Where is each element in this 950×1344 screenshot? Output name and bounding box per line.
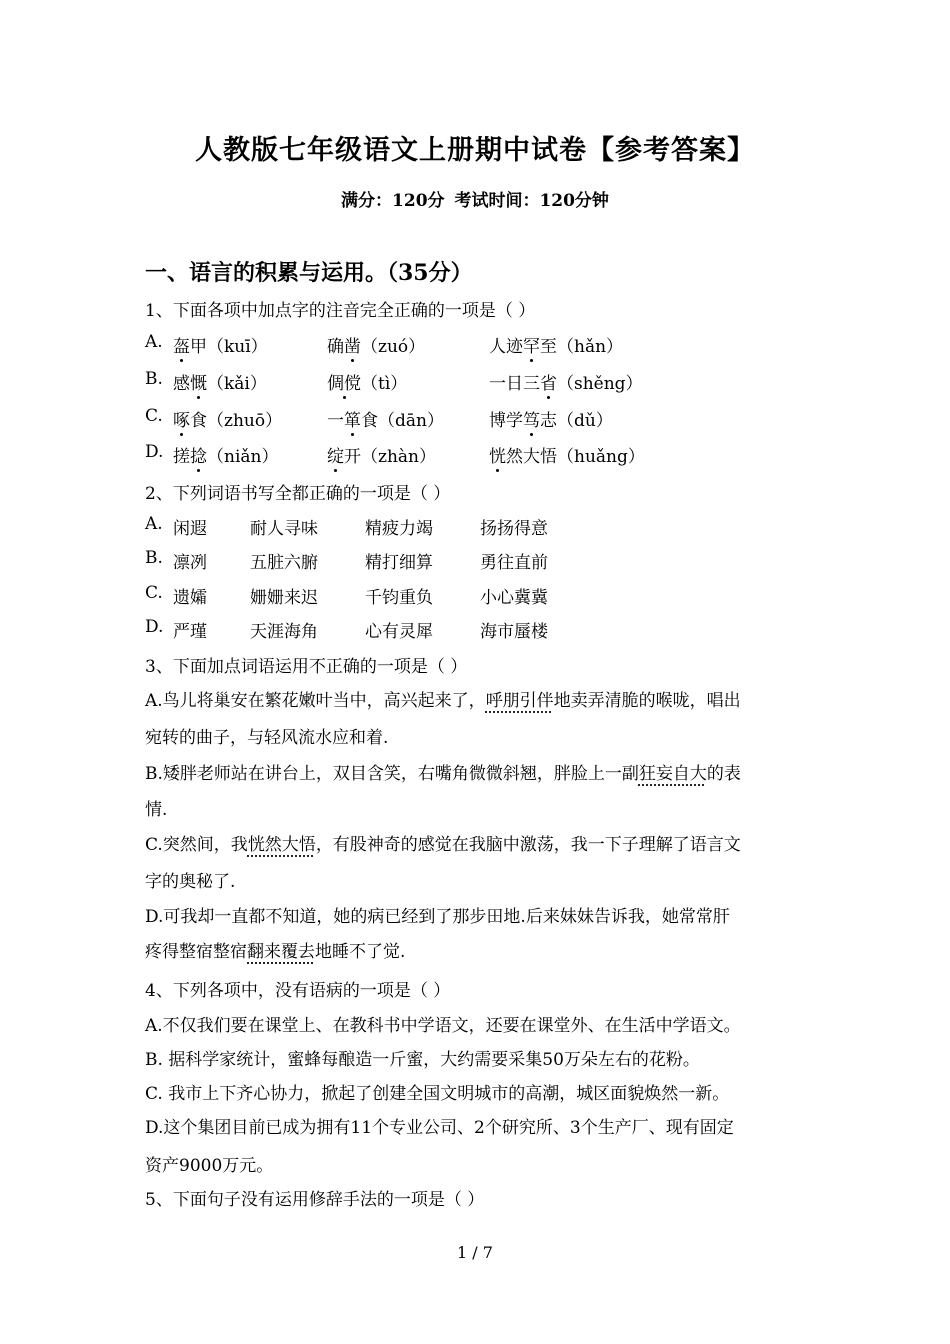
dotted-char: 慨 — [190, 369, 207, 394]
page-number: 1 / 7 — [457, 1243, 493, 1262]
question-5-stem: 5、下面句子没有运用修辞手法的一项是（ ） — [145, 1190, 485, 1210]
section-heading: 一、语言的积累与运用。（35分） — [145, 260, 473, 286]
dotted-char: 绽 — [327, 442, 344, 467]
question-2-stem: 2、下列词语书写全都正确的一项是（ ） — [145, 484, 451, 504]
q4-option-d-line2: 资产9000万元。 — [145, 1156, 274, 1176]
question-3-stem: 3、下面加点词语运用不正确的一项是（ ） — [145, 657, 468, 677]
q4-option-c: C. 我市上下齐心协力，掀起了创建全国文明城市的高潮，城区面貌焕然一新。 — [145, 1084, 730, 1104]
dotted-char: 倜傥 — [327, 369, 361, 394]
page-title: 人教版七年级语文上册期中试卷【参考答案】 — [195, 135, 755, 166]
q3-option-a-line2: 宛转的曲子，与轻风流水应和着. — [145, 728, 389, 748]
dotted-char: 恍 — [489, 442, 506, 467]
q3-option-c-line2: 字的奥秘了. — [145, 872, 236, 892]
q3-option-a-line1: A.鸟儿将巢安在繁花嫩叶当中，高兴起来了，呼朋引伴地卖弄清脆的喉咙，唱出 — [145, 691, 741, 711]
q4-option-b: B. 据科学家统计，蜜蜂每酿造一斤蜜，大约需要采集50万朵左右的花粉。 — [145, 1050, 700, 1070]
dotted-char: 捻 — [190, 442, 207, 467]
dotted-char: 省 — [540, 369, 557, 394]
dotted-char: 啄 — [173, 406, 190, 431]
q3-option-b-line1: B.矮胖老师站在讲台上，双目含笑，右嘴角微微斜翘，胖脸上一副狂妄自大的表 — [145, 764, 741, 784]
q4-option-a: A.不仅我们要在课堂上、在教科书中学语文，还要在课堂外、在生活中学语文。 — [145, 1016, 741, 1036]
q4-option-d-line1: D.这个集团目前已成为拥有11个专业公司、2个研究所、3个生产厂、现有固定 — [145, 1118, 734, 1138]
dotted-char: 箪 — [344, 406, 361, 431]
score-and-time: 满分：120分 考试时间：120分钟 — [341, 191, 609, 211]
dotted-phrase: 恍然大悟 — [247, 835, 316, 855]
dotted-char: 盔 — [173, 332, 190, 357]
question-4-stem: 4、下列各项中，没有语病的一项是（ ） — [145, 981, 451, 1001]
dotted-char: 罕 — [523, 332, 540, 357]
q3-option-d-line2: 疼得整宿整宿翻来覆去地睡不了觉. — [145, 942, 406, 962]
q3-option-d-line1: D.可我却一直都不知道，她的病已经到了那步田地.后来妹妹告诉我，她常常肝 — [145, 907, 730, 927]
dotted-phrase: 狂妄自大 — [638, 764, 707, 784]
q3-option-c-line1: C.突然间，我恍然大悟，有股神奇的感觉在我脑中激荡，我一下子理解了语言文 — [145, 835, 741, 855]
question-1-stem: 1、下面各项中加点字的注音完全正确的一项是（ ） — [145, 301, 536, 321]
dotted-phrase: 呼朋引伴 — [485, 691, 554, 711]
dotted-char: 凿 — [344, 332, 361, 357]
dotted-char: 笃 — [523, 406, 540, 431]
dotted-phrase: 翻来覆去 — [247, 942, 315, 962]
q3-option-b-line2: 情. — [145, 800, 168, 820]
exam-page: 人教版七年级语文上册期中试卷【参考答案】 满分：120分 考试时间：120分钟 一、语言的积累与运用。（35分） 1、下面各项中加点字的注音完全正确的一项是（ ） A. 盔甲（kuī） 确凿（zuó） 人迹罕至（hǎn） B. 感慨（kǎi） 倜傥（tì） 一日三省（shěng） C. 啄食（zhuō） 一箪食（dān） 博学笃志（dǔ） D. 搓捻（niǎn） 绽开（zhàn） 恍然大悟（huǎng） 2、下列词语书写全都正确的一项是（ ） A. 闲遐 耐人寻味 精疲力竭 扬扬得意 B. 凛冽 五脏六腑 精打细算 勇往直前 C. 遗孀 姗姗来迟 千钧重负 小心冀冀 D. 严瑾 天涯海角 心有灵犀 海市蜃楼 3、下面加点词语运用不正确的一项是（ ） A.鸟儿将巢安在繁花嫩叶当中，高兴起来了，呼朋引伴地卖弄清脆的喉咙，唱出 宛转的曲子，与轻风流水应和着. B.矮胖老师站在讲台上，双目含笑，右嘴角微微斜翘，胖脸上一副狂妄自大的表 情. C.突然间，我恍然大悟，有股神奇的感觉在我脑中激荡，我一下子理解了语言文 字的奥秘了. D.可我却一直都不知道，她的病已经到了那步田地.后来妹妹告诉我，她常常肝 疼得整宿整宿翻来覆去地睡不了觉. 4、下列各项中，没有语病的一项是（ ） A.不仅我们要在课堂上、在教科书中学语文，还要在课堂外、在生活中学语文。 B. 据科学家统计，蜜蜂每酿造一斤蜜，大约需要采集50万朵左右的花粉。 C. 我市上下齐心协力，掀起了创建全国文明城市的高潮，城区面貌焕然一新。 D.这个集团目前已成为拥有11个专业公司、2个研究所、3个生产厂、现有固定 资产9000万元。 5、下面句子没有运用修辞手法的一项是（ ） 1 / 7 — [0, 0, 950, 1344]
